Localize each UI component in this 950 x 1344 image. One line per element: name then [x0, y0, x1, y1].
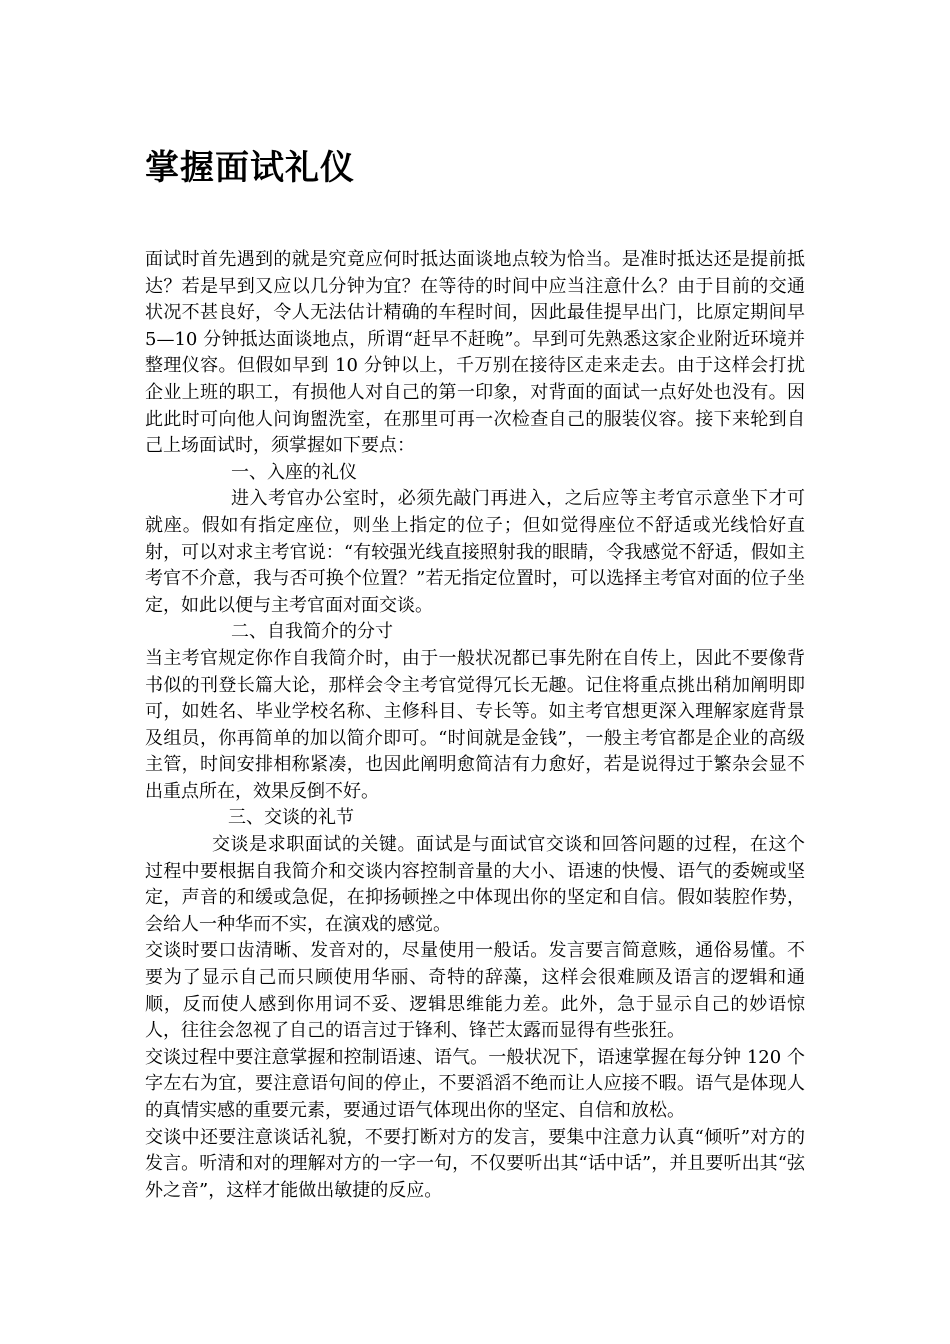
section-body-conversation: 交谈是求职面试的关键。面试是与面试官交谈和回答问题的过程，在这个过程中要根据自我简介和交谈内容控制音量的大小、语速的快慢、语气的委婉或坚定，声音的和缓或急促，在抑扬顿挫之中体现出你的坚定和自信。假如装腔作势，会给人一种华而不实，在演戏的感觉。	[145, 834, 805, 935]
page-title: 掌握面试礼仪	[145, 148, 355, 188]
document-body	[145, 247, 805, 1204]
paragraph-speech-clarity: 交谈时要口齿清晰、发音对的，尽量使用一般话。发言要言简意赅，通俗易懂。不要为了显示自己而只顾使用华丽、奇特的辞藻，这样会很难顾及语言的逻辑和通顺，反而使人感到你用词不妥、逻辑思维能力差。此外，急于显示自己的妙语惊人，往往会忽视了自己的语言过于锋利、锋芒太露而显得有些张狂。	[145, 940, 805, 1042]
section-heading-self-introduction: 二、自我简介的分寸	[231, 621, 393, 643]
section-body-self-introduction: 当主考官规定你作自我简介时，由于一般状况都已事先附在自传上，因此不要像背书似的刊登长篇大论，那样会令主考官觉得冗长无趣。记住将重点挑出稍加阐明即可，如姓名、毕业学校名称、主修科目、专长等。如主考官想更深入理解家庭背景及组员，你再简单的加以简介即可。“时间就是金钱”，一般主考官都是企业的高级主管，时间安排相称紧凑，也因此阐明愈简洁有力愈好，若是说得过于繁杂会显不出重点所在，效果反倒不好。	[145, 647, 805, 802]
section-heading-conversation: 三、交谈的礼节	[228, 807, 354, 829]
paragraph-speech-pace: 交谈过程中要注意掌握和控制语速、语气。一般状况下，语速掌握在每分钟 120 个字左右为宜，要注意语句间的停止，不要滔滔不绝而让人应接不暇。语气是体现人的真情实感的重要元素，要通过语气体现出你的坚定、自信和放松。	[145, 1046, 805, 1121]
paragraph-listening: 交谈中还要注意谈话礼貌，不要打断对方的发言，要集中注意力认真“倾听”对方的发言。听清和对的理解对方的一字一句，不仅要听出其“话中话”，并且要听出其“弦外之音”，这样才能做出敏捷的反应。	[145, 1126, 805, 1201]
intro-paragraph: 面试时首先遇到的就是究竟应何时抵达面谈地点较为恰当。是准时抵达还是提前抵达？若是早到又应以几分钟为宜？在等待的时间中应当注意什么？由于目前的交通状况不甚良好，令人无法估计精确的车程时间，因此最佳提早出门，比原定期间早 5—10 分钟抵达面谈地点，所谓“赶早不赶晚”。早到可先熟悉这家企业附近环境并整理仪容。但假如早到 10 分钟以上，千万别在接待区走来走去。由于这样会打扰企业上班的职工，有损他人对自己的第一印象，对背面的面试一点好处也没有。因此此时可向他人问询盥洗室，在那里可再一次检查自己的服装仪容。接下来轮到自己上场面试时，须掌握如下要点：	[145, 249, 805, 457]
section-body-seating: 进入考官办公室时，必须先敲门再进入，之后应等主考官示意坐下才可就座。假如有指定座位，则坐上指定的位子；但如觉得座位不舒适或光线恰好直射，可以对求主考官说：“有较强光线直接照射我的眼睛，令我感觉不舒适，假如主考官不介意，我与否可换个位置？”若无指定位置时，可以选择主考官对面的位子坐定，如此以便与主考官面对面交谈。	[145, 488, 805, 616]
section-heading-seating: 一、入座的礼仪	[231, 461, 357, 483]
